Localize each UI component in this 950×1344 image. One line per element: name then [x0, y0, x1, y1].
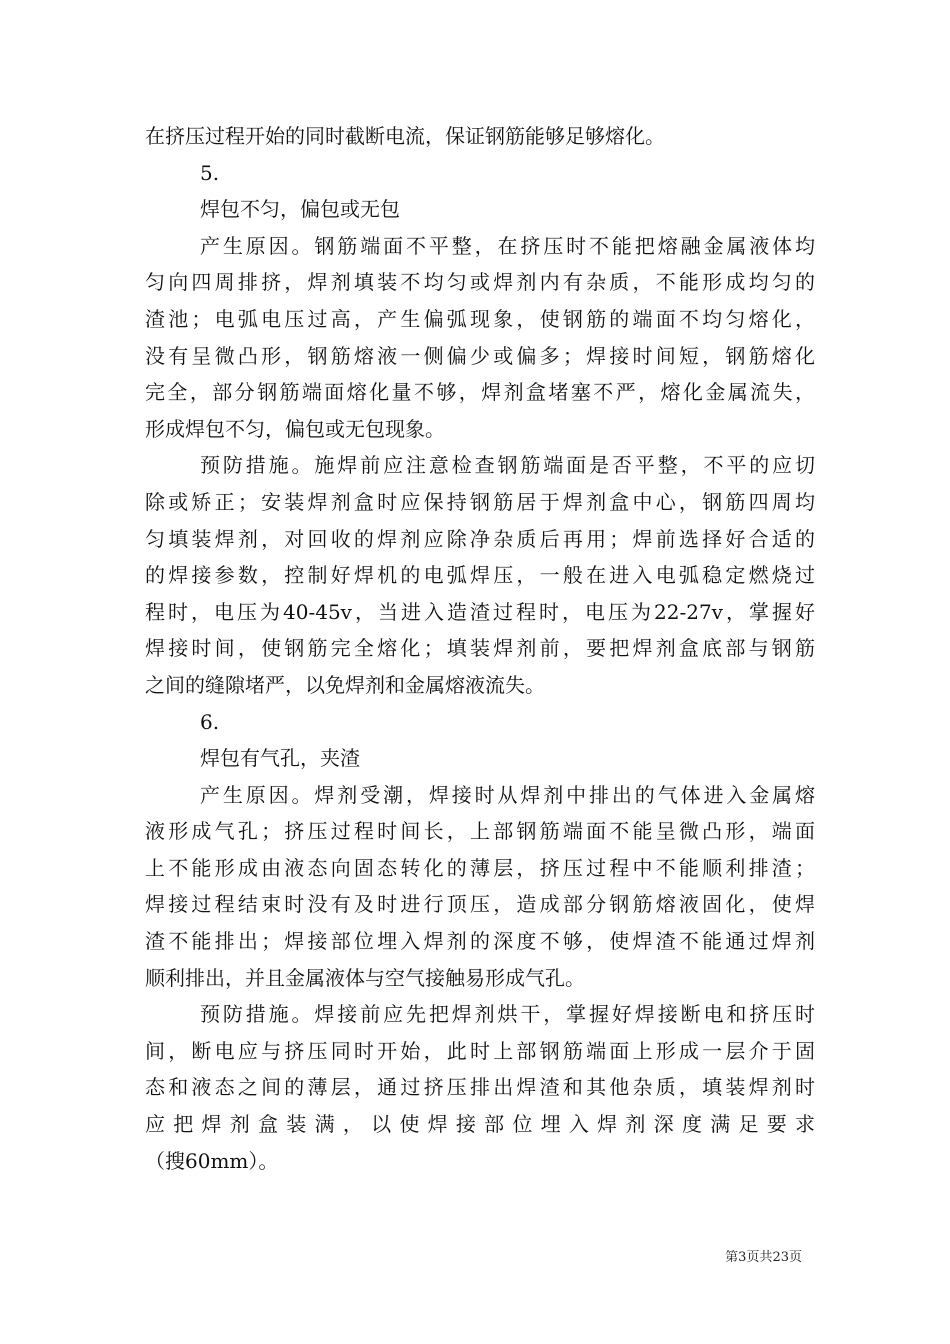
text-line: 焊包有气孔，夹渣 [200, 746, 360, 771]
text-line: 渣不能排出；焊接部位埋入焊剂的深度不够，使焊渣不能通过焊剂 [145, 929, 815, 954]
text-line: 顺利排出，并且金属液体与空气接触易形成气孔。 [145, 965, 585, 990]
text-line: 渣池；电弧电压过高，产生偏弧现象，使钢筋的端面不均匀熔化， [145, 306, 815, 331]
text-line: 上不能形成由液态向固态转化的薄层，挤压过程中不能顺利排渣； [145, 855, 815, 880]
text-line: 焊接过程结束时没有及时进行顶压，造成部分钢筋熔液固化，使焊 [145, 892, 815, 917]
text-line: 没有呈微凸形，钢筋熔液一侧偏少或偏多；焊接时间短，钢筋熔化 [145, 343, 815, 368]
text-line: 在挤压过程开始的同时截断电流，保证钢筋能够足够熔化。 [145, 124, 665, 148]
text-line: 预防措施。焊接前应先把焊剂烘干，掌握好焊接断电和挤压时 [200, 1002, 815, 1027]
text-line: 间，断电应与挤压同时开始，此时上部钢筋端面上形成一层介于固 [145, 1038, 815, 1063]
text-line: 焊接时间，使钢筋完全熔化；填装焊剂前，要把焊剂盒底部与钢筋 [145, 636, 815, 661]
text-line: 应把焊剂盒装满，以使焊接部位埋入焊剂深度满足要求 [145, 1112, 815, 1137]
text-line: 完全，部分钢筋端面熔化量不够，焊剂盒堵塞不严，熔化金属流失， [145, 380, 815, 405]
text-line: 预防措施。施焊前应注意检查钢筋端面是否平整，不平的应切 [200, 453, 815, 478]
text-line: （搜60mm）。 [145, 1148, 279, 1173]
text-line: 焊包不匀，偏包或无包 [200, 197, 400, 222]
text-line: 产生原因。焊剂受潮，焊接时从焊剂中排出的气体进入金属熔 [200, 782, 815, 807]
document-body [145, 118, 815, 1179]
text-line: 态和液态之间的薄层，通过挤压排出焊渣和其他杂质，填装焊剂时 [145, 1075, 815, 1100]
text-line: 6. [200, 709, 220, 734]
text-line: 程时，电压为40-45v，当进入造渣过程时，电压为22-27v，掌握好 [145, 599, 815, 624]
text-line: 之间的缝隙堵严，以免焊剂和金属熔液流失。 [145, 672, 545, 697]
text-line: 匀填装焊剂，对回收的焊剂应除净杂质后再用；焊前选择好合适的 [145, 526, 815, 551]
text-line: 产生原因。钢筋端面不平整，在挤压时不能把熔融金属液体均 [200, 233, 815, 258]
text-line: 形成焊包不匀，偏包或无包现象。 [145, 416, 445, 441]
text-line: 匀向四周排挤，焊剂填装不均匀或焊剂内有杂质，不能形成均匀的 [145, 270, 815, 295]
page-number: 第3页共23页 [725, 1250, 802, 1265]
text-line: 液形成气孔；挤压过程时间长，上部钢筋端面不能呈微凸形，端面 [145, 819, 815, 844]
text-line: 的焊接参数，控制好焊机的电弧焊压，一般在进入电弧稳定燃烧过 [145, 563, 815, 588]
text-line: 5. [200, 160, 220, 185]
text-line: 除或矫正；安装焊剂盒时应保持钢筋居于焊剂盒中心，钢筋四周均 [145, 489, 815, 514]
